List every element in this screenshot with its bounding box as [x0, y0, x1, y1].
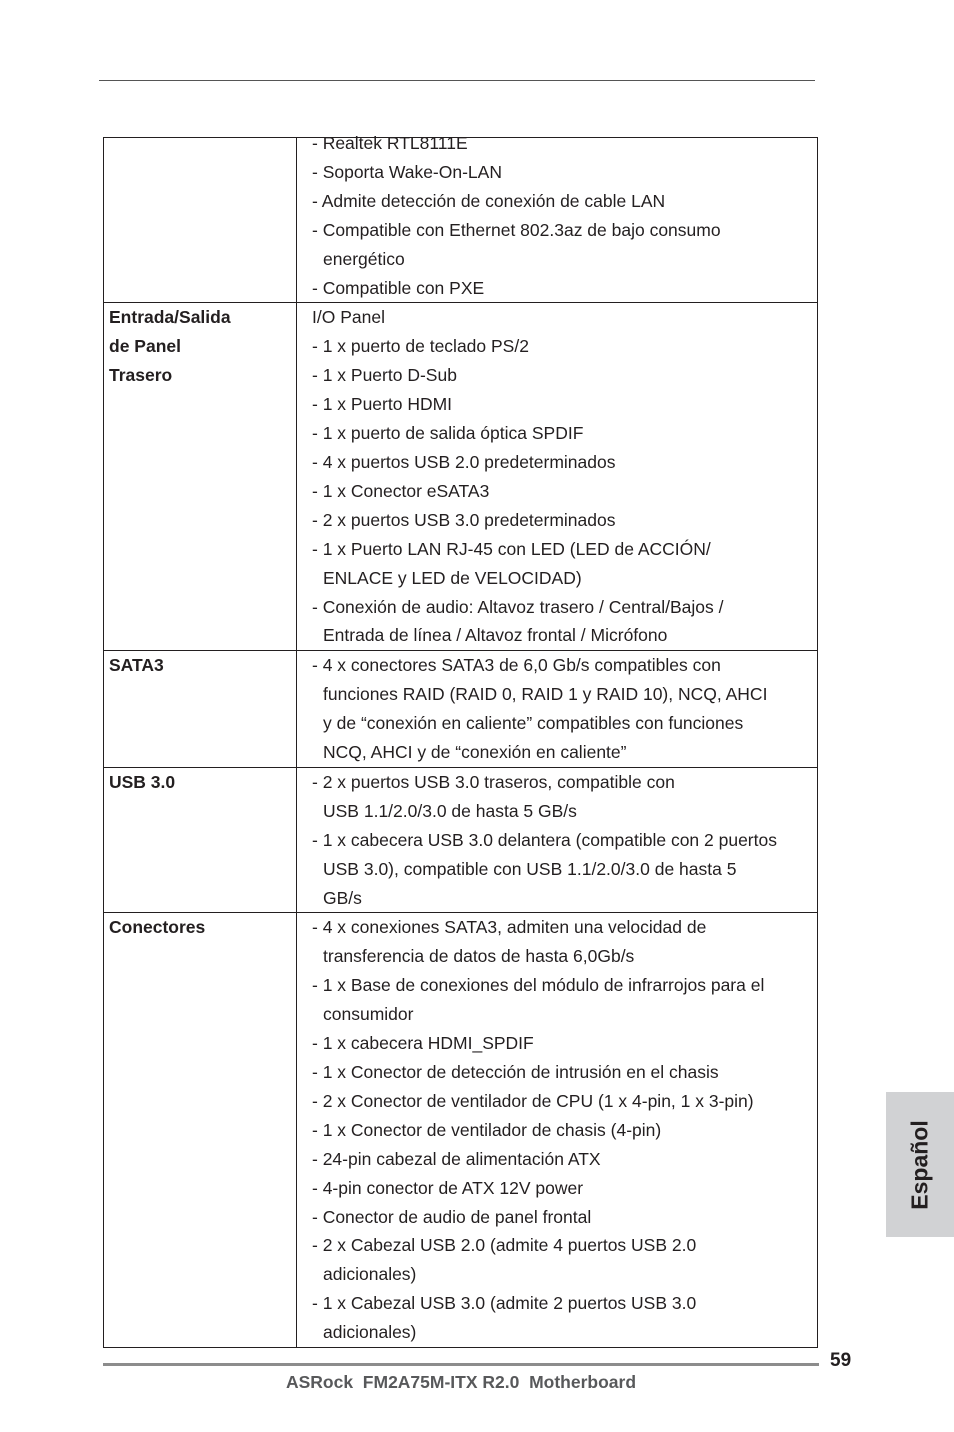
- spec-value-line: I/O Panel: [312, 307, 385, 328]
- spec-label: [104, 138, 297, 303]
- spec-label-line: Trasero: [109, 365, 173, 386]
- spec-table-body: [104, 133, 818, 1348]
- spec-label: [104, 651, 297, 768]
- spec-value-line: - Realtek RTL8111E: [312, 133, 468, 153]
- spec-value-line: - 4 x conexiones SATA3, admiten una velocidad de: [312, 917, 707, 938]
- spec-value-line: adicionales): [323, 1322, 417, 1343]
- spec-value-line: - 1 x Conector eSATA3: [312, 480, 490, 501]
- spec-value-line: - Admite detección de conexión de cable LAN: [312, 190, 666, 211]
- spec-value-line: - 4 x conectores SATA3 de 6,0 Gb/s compatibles con: [312, 655, 721, 676]
- spec-value-line: - 1 x Cabezal USB 3.0 (admite 2 puertos USB 3.0: [312, 1293, 697, 1314]
- spec-value-line: USB 3.0), compatible con USB 1.1/2.0/3.0 de hasta 5: [323, 858, 737, 879]
- spec-label-line: Conectores: [109, 917, 206, 938]
- spec-value-line: - Soporta Wake-On-LAN: [312, 161, 502, 182]
- spec-value-line: - 4-pin conector de ATX 12V power: [312, 1177, 584, 1198]
- spec-value-line: GB/s: [323, 887, 362, 908]
- spec-value-line: - 4 x puertos USB 2.0 predeterminados: [312, 451, 616, 472]
- spec-value-line: adicionales): [323, 1264, 417, 1285]
- spec-label-line: SATA3: [109, 655, 164, 676]
- spec-value-line: funciones RAID (RAID 0, RAID 1 y RAID 10), NCQ, AHCI: [323, 684, 768, 705]
- spec-value-line: USB 1.1/2.0/3.0 de hasta 5 GB/s: [323, 800, 577, 821]
- spec-value-line: - 2 x puertos USB 3.0 predeterminados: [312, 509, 616, 530]
- top-rule: [99, 80, 815, 81]
- language-tab-label: Español: [906, 1119, 933, 1210]
- spec-value-line: - 2 x Conector de ventilador de CPU (1 x 4-pin, 1 x 3-pin): [312, 1090, 754, 1111]
- bottom-rule: [103, 1363, 819, 1366]
- spec-value-line: energético: [323, 248, 405, 269]
- spec-label: [104, 767, 297, 913]
- spec-value-line: - 2 x puertos USB 3.0 traseros, compatible con: [312, 771, 675, 792]
- spec-row: [104, 767, 818, 913]
- footer-title: ASRock FM2A75M-ITX R2.0 Motherboard: [285, 1372, 637, 1392]
- spec-value-line: - 1 x cabecera HDMI_SPDIF: [312, 1033, 534, 1054]
- spec-row: [104, 138, 818, 303]
- spec-row: [104, 303, 818, 651]
- spec-value-line: Entrada de línea / Altavoz frontal / Micrófono: [323, 625, 668, 646]
- spec-table: [103, 133, 818, 1348]
- spec-value-line: NCQ, AHCI y de “conexión en caliente”: [323, 742, 627, 763]
- page-number: 59: [830, 1350, 852, 1371]
- spec-value-line: y de “conexión en caliente” compatibles con funciones: [323, 713, 744, 734]
- spec-value: [297, 133, 818, 303]
- spec-value-line: - 1 x Puerto LAN RJ-45 con LED (LED de ACCIÓN/: [312, 538, 711, 559]
- spec-label: [104, 303, 297, 651]
- spec-value-line: - 2 x Cabezal USB 2.0 (admite 4 puertos USB 2.0: [312, 1235, 697, 1256]
- spec-value-line: ENLACE y LED de VELOCIDAD): [323, 567, 582, 588]
- spec-row: [104, 651, 818, 768]
- spec-label-line: USB 3.0: [109, 771, 176, 792]
- spec-value-line: - 1 x puerto de salida óptica SPDIF: [312, 423, 584, 444]
- spec-value: [297, 303, 818, 651]
- spec-value-line: transferencia de datos de hasta 6,0Gb/s: [323, 946, 635, 967]
- spec-value-line: - 1 x cabecera USB 3.0 delantera (compatible con 2 puertos: [312, 829, 777, 850]
- spec-value-line: - 24-pin cabezal de alimentación ATX: [312, 1148, 601, 1169]
- spec-value-line: - Conector de audio de panel frontal: [312, 1206, 592, 1227]
- spec-value-line: - 1 x Puerto D-Sub: [312, 365, 457, 386]
- spec-value: [297, 651, 818, 768]
- spec-value-line: - Compatible con Ethernet 802.3az de bajo consumo: [312, 219, 721, 240]
- spec-value: [297, 767, 818, 913]
- spec-label-line: de Panel: [109, 336, 181, 357]
- spec-row: [104, 913, 818, 1348]
- spec-value-line: - 1 x Conector de detección de intrusión en el chasis: [312, 1062, 719, 1082]
- spec-label: [104, 913, 297, 1348]
- spec-value-line: - 1 x Puerto HDMI: [312, 394, 453, 415]
- spec-value-line: - Compatible con PXE: [312, 277, 485, 298]
- spec-value-line: - 1 x puerto de teclado PS/2: [312, 336, 529, 357]
- language-tab: [886, 1092, 954, 1237]
- spec-value-line: - 1 x Base de conexiones del módulo de infrarrojos para el: [312, 975, 765, 996]
- spec-value-line: consumidor: [323, 1004, 414, 1025]
- spec-label-line: Entrada/Salida: [109, 307, 231, 328]
- spec-value-line: - 1 x Conector de ventilador de chasis (4-pin): [312, 1119, 662, 1140]
- spec-value: [297, 913, 818, 1348]
- spec-value-line: - Conexión de audio: Altavoz trasero / Central/Bajos /: [312, 596, 724, 617]
